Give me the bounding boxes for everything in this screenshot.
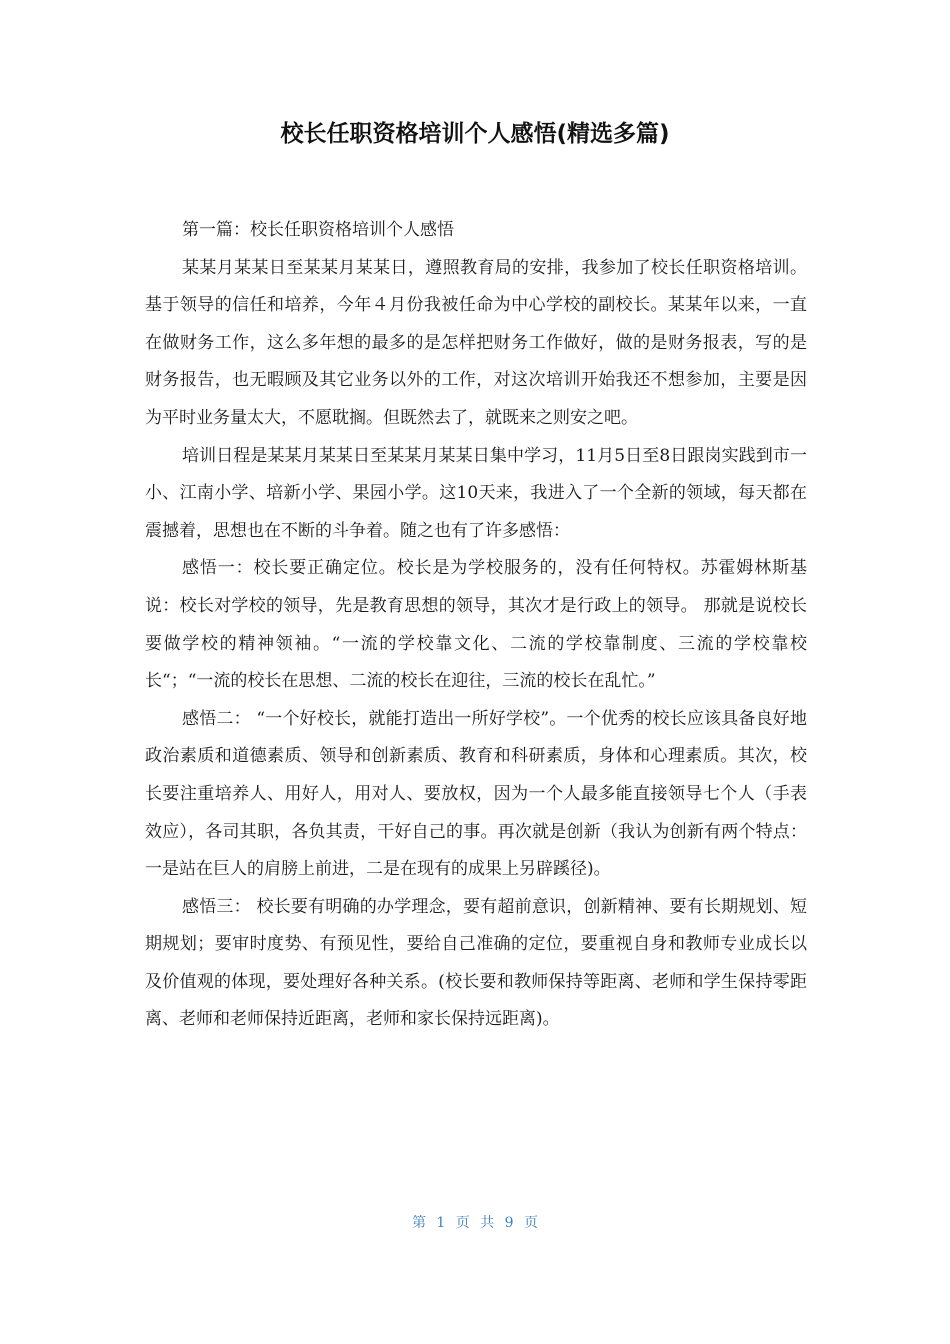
paragraph: 感悟二： “一个好校长，就能打造出一所好学校”。一个优秀的校长应该具备良好地政治素质和道德素质、领导和创新素质、教育和科研素质，身体和心理素质。其次，校长要注重培养人、用好人，用对人、要放权，因为一个人最多能直接领导七个人（手表效应），各司其职，各负其责，干好自己的事。再次就是创新（我认为创新有两个特点：一是站在巨人的肩膀上前进，二是在现有的成果上另辟蹊径)。 <box>145 708 807 880</box>
document-body <box>145 212 807 1039</box>
section-heading: 第一篇：校长任职资格培训个人感悟 <box>182 220 454 240</box>
paragraph: 感悟三： 校长要有明确的办学理念，要有超前意识，创新精神、要有长期规划、短期规划；要审时度势、有预见性，要给自己准确的定位，要重视自身和教师专业成长以及价值观的体现，要处理好各种关系。(校长要和教师保持等距离、老师和学生保持零距离、老师和老师保持近距离，老师和家长保持远距离)。 <box>145 896 807 1030</box>
paragraph: 某某月某某日至某某月某某日，遵照教育局的安排，我参加了校长任职资格培训。基于领导的信任和培养，今年４月份我被任命为中心学校的副校长。某某年以来，一直在做财务工作，这么多年想的最多的是怎样把财务工作做好，做的是财务报表，写的是财务报告，也无暇顾及其它业务以外的工作，对这次培训开始我还不想参加，主要是因为平时业务量太大，不愿耽搁。但既然去了，就既来之则安之吧。 <box>145 257 807 428</box>
document-title: 校长任职资格培训个人感悟(精选多篇) <box>280 121 670 147</box>
page-number-footer: 第 1 页 共 9 页 <box>411 1215 539 1231</box>
paragraph: 培训日程是某某月某某日至某某月某某日集中学习，11月5日至8日跟岗实践到市一小、江南小学、培新小学、果园小学。这10天来，我进入了一个全新的领域，每天都在震撼着，思想也在不断的斗争着。随之也有了许多感悟： <box>145 445 807 541</box>
paragraph: 感悟一：校长要正确定位。校长是为学校服务的，没有任何特权。苏霍姆林斯基说：校长对学校的领导，先是教育思想的领导，其次才是行政上的领导。 那就是说校长要做学校的精神领袖。“一流的学校靠文化、二流的学校靠制度、三流的学校靠校长“；“一流的校长在思想、二流的校长在迎往，三流的校长在乱忙。” <box>145 558 807 692</box>
